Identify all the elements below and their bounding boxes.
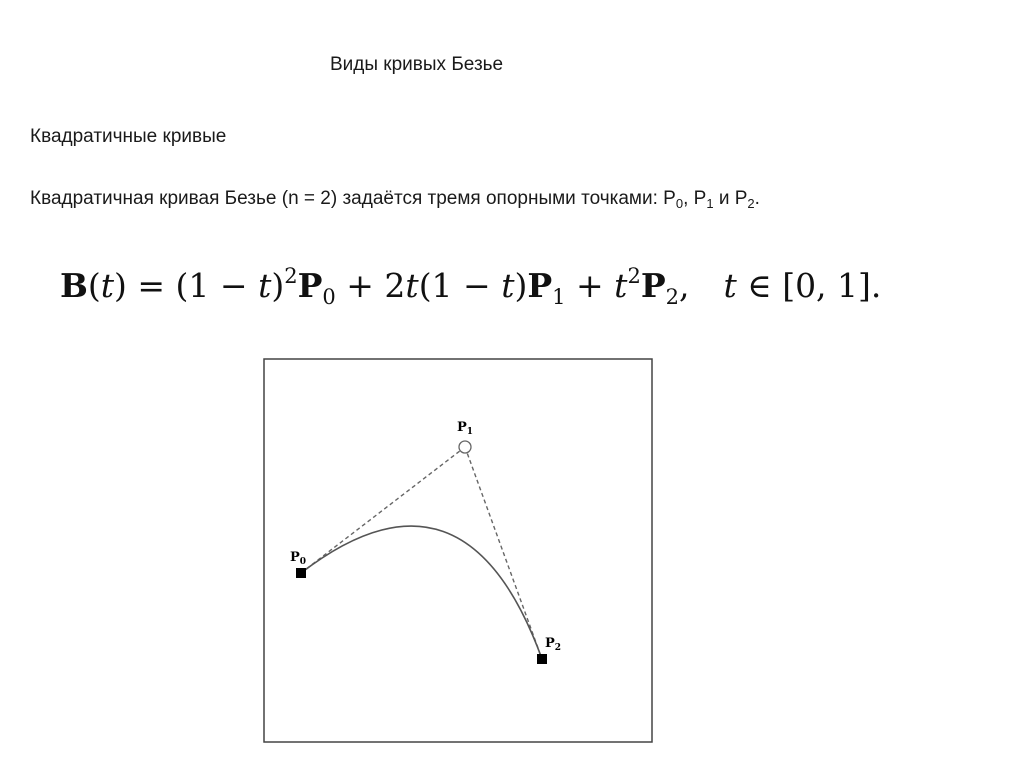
point-p1-marker	[459, 441, 471, 453]
bezier-diagram	[263, 358, 653, 743]
figure-frame	[264, 359, 652, 742]
description-text: Квадратичная кривая Безье (n = 2) задаётся тремя опорными точками: $P_0$, $P_1$ и $P_2$.	[30, 188, 760, 211]
point-p1: $P_1$	[693, 188, 714, 211]
bezier-formula: $B(t) = (1 - t)^2P_0 + 2t(1 - t)P_1 + t^2P_2$, t ∈ [0, 1].	[60, 264, 882, 309]
label-p1: $P_1$	[457, 420, 474, 437]
section-heading: Квадратичные кривые	[30, 126, 227, 147]
bezier-figure	[263, 358, 653, 743]
label-p0: $P_0$	[290, 550, 307, 567]
label-p2: $P_2$	[545, 636, 562, 653]
point-p0-marker	[296, 568, 306, 578]
description-body: Квадратичная кривая Безье (n = 2) задаётся тремя опорными точками:	[30, 188, 664, 209]
point-p2-marker	[537, 654, 547, 664]
point-p2: $P_2$	[734, 188, 755, 211]
slide-title: Виды кривых Безье	[330, 54, 504, 75]
point-p0: $P_0$	[663, 188, 684, 211]
